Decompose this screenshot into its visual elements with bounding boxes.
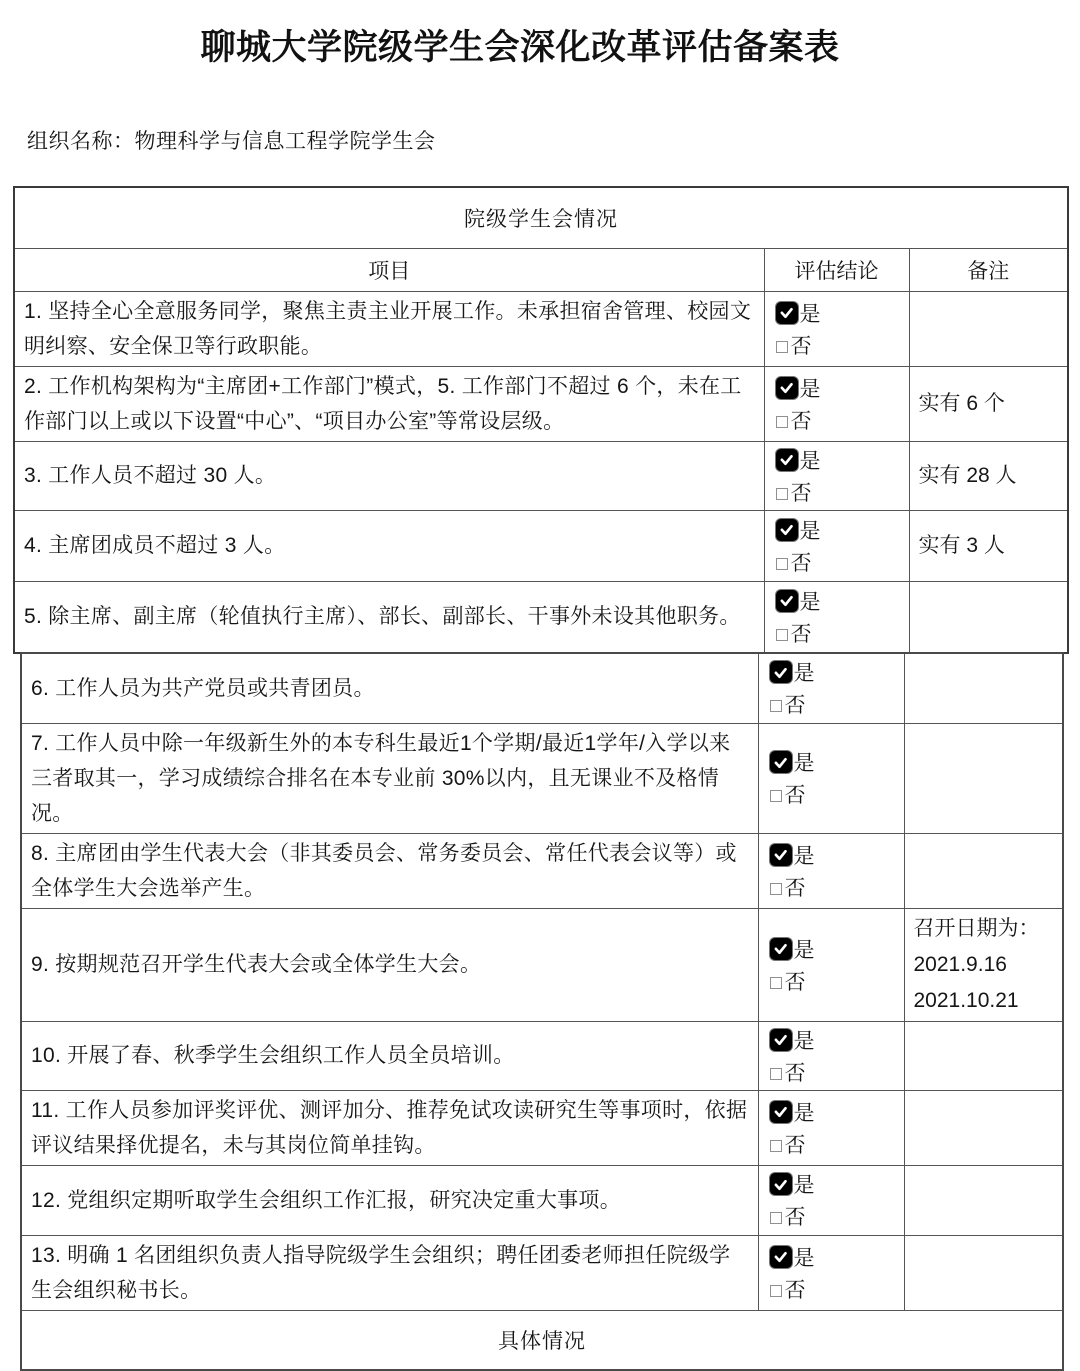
yes-label: 是	[799, 302, 821, 326]
evaluation-cell	[764, 441, 909, 510]
checkbox-unchecked-icon	[770, 790, 782, 802]
remark-cell	[904, 1165, 1063, 1235]
table-row	[14, 510, 1068, 581]
no-option	[776, 617, 907, 649]
item-cell: 3. 工作人员不超过 30 人。	[14, 441, 764, 510]
column-header-row	[14, 248, 1068, 291]
evaluation-cell	[758, 1165, 904, 1235]
no-option	[770, 965, 902, 997]
yes-option	[776, 585, 907, 617]
table-row	[14, 581, 1068, 653]
no-label: 否	[784, 1061, 806, 1085]
yes-option	[770, 1024, 902, 1056]
item-cell: 10. 开展了春、秋季学生会组织工作人员全员培训。	[21, 1021, 758, 1090]
no-option	[770, 871, 902, 903]
checkbox-unchecked-icon	[776, 416, 788, 428]
yes-label: 是	[793, 752, 815, 775]
student-union-status-table-upper	[13, 186, 1069, 654]
no-label: 否	[784, 876, 806, 900]
no-label: 否	[784, 694, 806, 718]
checkbox-checked-icon	[770, 1173, 792, 1195]
yes-option	[770, 1096, 902, 1128]
remark-cell: 实有 6 个	[909, 366, 1068, 441]
table-footer: 具体情况	[21, 1310, 1063, 1370]
no-label: 否	[784, 1206, 806, 1229]
yes-label: 是	[793, 662, 815, 686]
no-label: 否	[784, 1278, 806, 1302]
checkbox-checked-icon	[776, 302, 798, 324]
no-label: 否	[790, 622, 812, 646]
item-cell: 9. 按期规范召开学生代表大会或全体学生大会。	[21, 908, 758, 1021]
evaluation-cell	[764, 291, 909, 366]
table-row	[21, 1165, 1063, 1235]
student-union-status-table-lower	[20, 652, 1064, 1371]
no-label: 否	[790, 551, 812, 575]
remark-cell	[909, 291, 1068, 366]
yes-option	[770, 746, 902, 778]
yes-label: 是	[799, 590, 821, 614]
remark-line: 召开日期为：	[913, 916, 1040, 940]
checkbox-checked-icon	[776, 590, 798, 612]
checkbox-checked-icon	[770, 1029, 792, 1051]
no-option	[776, 404, 907, 436]
no-label: 否	[790, 334, 812, 358]
checkbox-unchecked-icon	[770, 1140, 782, 1152]
remark-line: 2021.9.16	[913, 952, 1007, 976]
table-row	[21, 1235, 1063, 1310]
column-header-remark: 备注	[909, 248, 1068, 291]
yes-option	[770, 1241, 902, 1273]
evaluation-cell	[764, 510, 909, 581]
no-label: 否	[790, 481, 812, 505]
checkbox-checked-icon	[770, 938, 792, 960]
evaluation-cell	[758, 1235, 904, 1310]
no-option	[776, 546, 907, 578]
table-row	[21, 908, 1063, 1021]
remark-cell: 实有 28 人	[909, 441, 1068, 510]
yes-option	[776, 514, 907, 546]
item-cell: 5. 除主席、副主席（轮值执行主席）、部长、副部长、干事外未设其他职务。	[14, 581, 764, 653]
checkbox-unchecked-icon	[776, 341, 788, 353]
yes-label: 是	[793, 938, 815, 962]
remark-cell	[904, 1090, 1063, 1165]
item-cell: 1. 坚持全心全意服务同学，聚焦主责主业开展工作。未承担宿舍管理、校园文明纠察、安全保卫等行政职能。	[14, 291, 764, 366]
yes-label: 是	[799, 377, 821, 401]
no-option	[770, 1273, 902, 1305]
no-option	[770, 1056, 902, 1088]
no-label: 否	[784, 1133, 806, 1157]
yes-label: 是	[799, 519, 821, 543]
evaluation-cell	[758, 653, 904, 723]
item-cell: 8. 主席团由学生代表大会（非其委员会、常务委员会、常任代表会议等）或全体学生大会选举产生。	[21, 833, 758, 908]
no-option	[770, 778, 902, 810]
evaluation-cell	[758, 1021, 904, 1090]
remark-cell	[904, 908, 1063, 1021]
item-cell: 4. 主席团成员不超过 3 人。	[14, 510, 764, 581]
yes-option	[776, 297, 907, 329]
yes-option	[770, 656, 902, 688]
org-name-line	[27, 125, 436, 155]
item-cell: 6. 工作人员为共产党员或共青团员。	[21, 653, 758, 723]
no-label: 否	[784, 784, 806, 807]
checkbox-checked-icon	[770, 844, 792, 866]
no-option	[770, 688, 902, 720]
yes-label: 是	[799, 449, 821, 473]
section-header: 院级学生会情况	[14, 187, 1068, 248]
yes-option	[776, 372, 907, 404]
item-cell: 12. 党组织定期听取学生会组织工作汇报，研究决定重大事项。	[21, 1165, 758, 1235]
yes-label: 是	[793, 1101, 815, 1125]
yes-option	[770, 933, 902, 965]
no-option	[776, 476, 907, 508]
table-row	[21, 653, 1063, 723]
org-label: 组织名称：	[27, 130, 135, 153]
evaluation-cell	[758, 908, 904, 1021]
table-row	[14, 441, 1068, 510]
checkbox-checked-icon	[770, 1101, 792, 1123]
checkbox-unchecked-icon	[770, 977, 782, 989]
yes-option	[776, 444, 907, 476]
checkbox-checked-icon	[776, 377, 798, 399]
checkbox-checked-icon	[776, 449, 798, 471]
yes-option	[770, 1168, 902, 1200]
column-header-item: 项目	[14, 248, 764, 291]
checkbox-unchecked-icon	[776, 488, 788, 500]
no-option	[776, 329, 907, 361]
remark-cell: 实有 3 人	[909, 510, 1068, 581]
checkbox-unchecked-icon	[770, 700, 782, 712]
table-row	[21, 833, 1063, 908]
table-row	[21, 1021, 1063, 1090]
remark-line: 2021.10.21	[913, 988, 1019, 1012]
yes-label: 是	[793, 844, 815, 868]
checkbox-checked-icon	[770, 1246, 792, 1268]
item-cell: 11. 工作人员参加评奖评优、测评加分、推荐免试攻读研究生等事项时，依据评议结果择优提名，未与其岗位简单挂钩。	[21, 1090, 758, 1165]
evaluation-cell	[758, 833, 904, 908]
yes-label: 是	[793, 1174, 815, 1197]
yes-label: 是	[793, 1029, 815, 1053]
evaluation-cell	[764, 581, 909, 653]
item-cell: 2. 工作机构架构为“主席团+工作部门”模式，5. 工作部门不超过 6 个，未在工作部门以上或以下设置“中心”、“项目办公室”等常设层级。	[14, 366, 764, 441]
evaluation-cell	[764, 366, 909, 441]
section-header-row	[14, 187, 1068, 248]
checkbox-unchecked-icon	[770, 1212, 782, 1224]
checkbox-checked-icon	[776, 519, 798, 541]
checkbox-checked-icon	[770, 751, 792, 773]
column-header-evaluation: 评估结论	[764, 248, 909, 291]
checkbox-checked-icon	[770, 661, 792, 683]
org-name: 物理科学与信息工程学院学生会	[134, 130, 436, 153]
remark-cell	[904, 1235, 1063, 1310]
table-footer-row	[21, 1310, 1063, 1370]
evaluation-cell	[758, 1090, 904, 1165]
table-row	[14, 366, 1068, 441]
remark-cell	[904, 653, 1063, 723]
evaluation-cell	[758, 723, 904, 833]
no-label: 否	[790, 409, 812, 433]
yes-option	[770, 839, 902, 871]
table-row	[21, 723, 1063, 833]
item-cell: 13. 明确 1 名团组织负责人指导院级学生会组织；聘任团委老师担任院级学生会组织秘书长。	[21, 1235, 758, 1310]
no-option	[770, 1200, 902, 1232]
remark-cell	[904, 723, 1063, 833]
page-title: 聊城大学院级学生会深化改革评估备案表	[200, 28, 840, 67]
item-cell: 7. 工作人员中除一年级新生外的本专科生最近1个学期/最近1学年/入学以来三者取其一，学习成绩综合排名在本专业前 30%以内，且无课业不及格情况。	[21, 723, 758, 833]
table-row	[21, 1090, 1063, 1165]
no-option	[770, 1128, 902, 1160]
remark-cell	[909, 581, 1068, 653]
remark-cell	[904, 1021, 1063, 1090]
checkbox-unchecked-icon	[776, 558, 788, 570]
checkbox-unchecked-icon	[770, 1285, 782, 1297]
checkbox-unchecked-icon	[770, 883, 782, 895]
checkbox-unchecked-icon	[776, 629, 788, 641]
checkbox-unchecked-icon	[770, 1068, 782, 1080]
remark-cell	[904, 833, 1063, 908]
yes-label: 是	[793, 1246, 815, 1270]
table-row	[14, 291, 1068, 366]
no-label: 否	[784, 970, 806, 994]
